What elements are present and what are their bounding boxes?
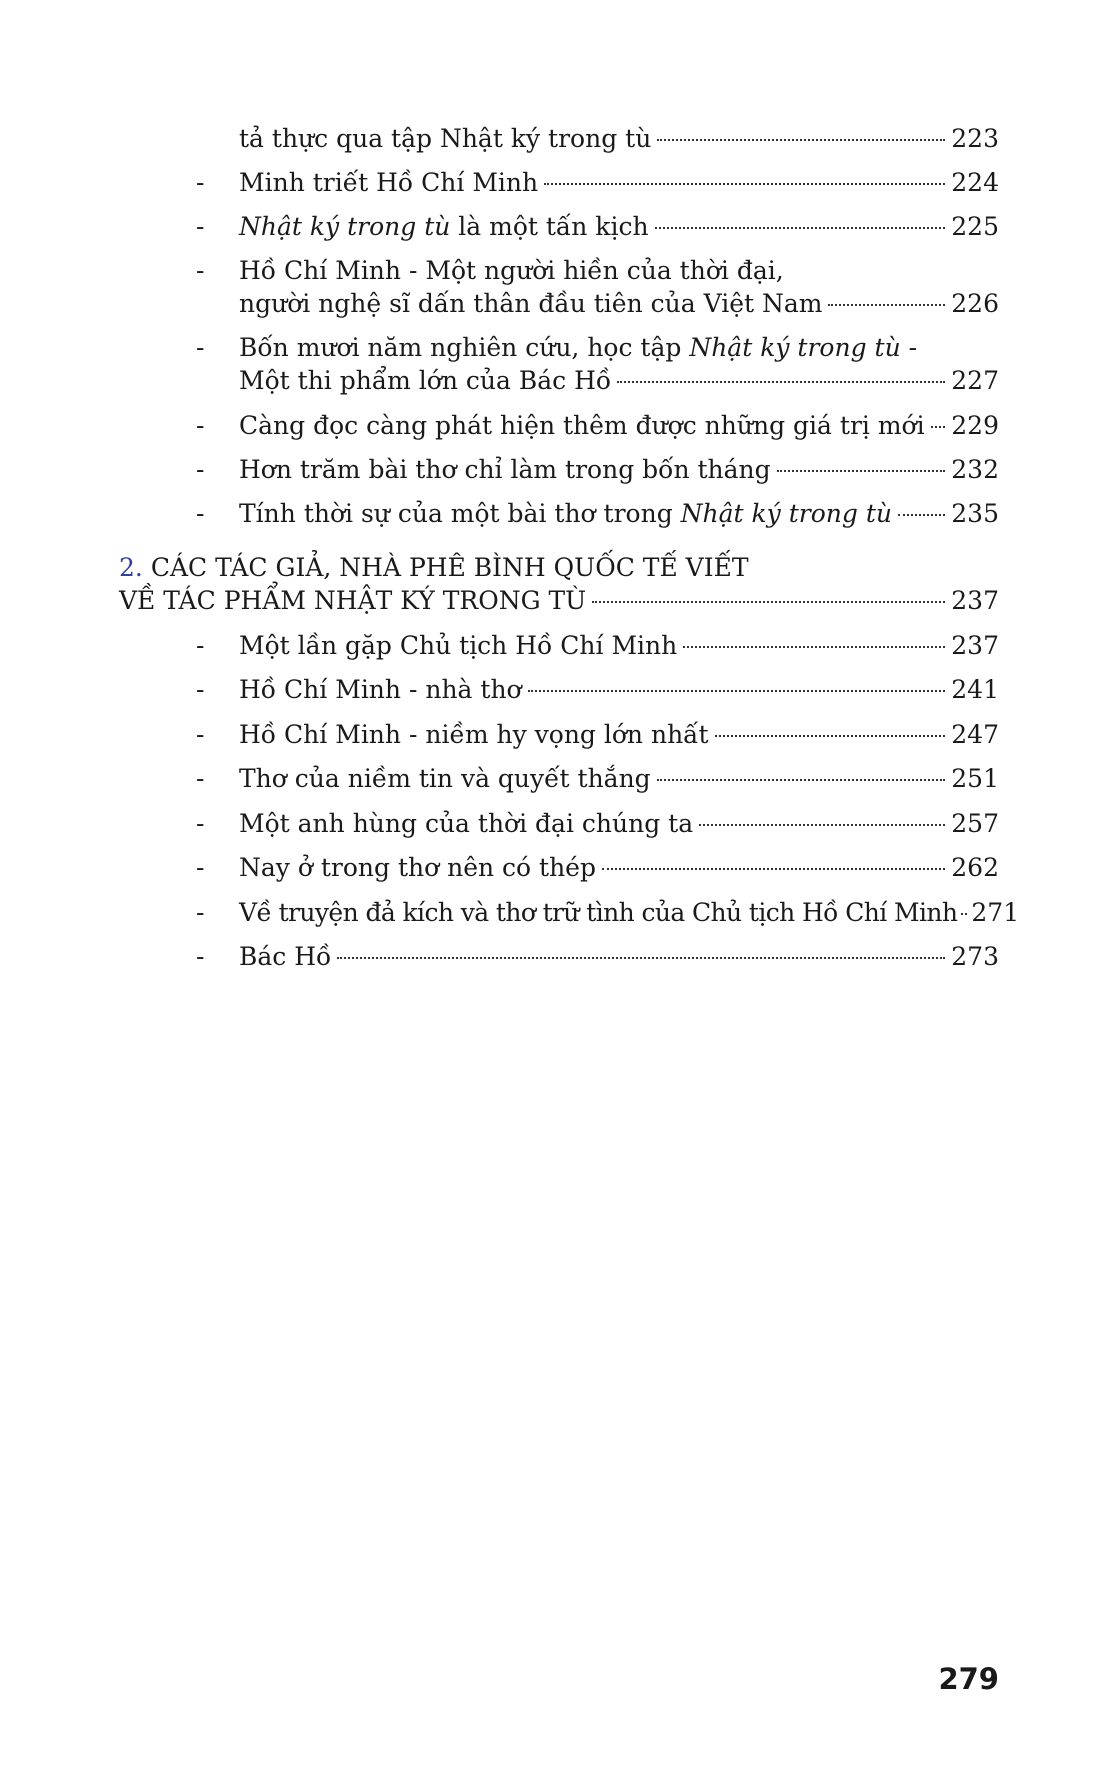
bullet-dash: - bbox=[196, 455, 205, 484]
entry-page: 262 bbox=[951, 853, 999, 882]
entry-page: 271 bbox=[971, 898, 1020, 927]
entry-title-rest: là một tấn kịch bbox=[450, 212, 649, 241]
bullet-dash: - bbox=[196, 853, 205, 882]
entry-title-line2: Một thi phẩm lớn của Bác Hồ bbox=[239, 366, 612, 395]
entry-title: Về truyện đả kích và thơ trữ tình của Chủ tịch Hồ Chí Minh bbox=[239, 898, 958, 927]
bullet-dash: - bbox=[196, 499, 205, 528]
dot-leader bbox=[683, 646, 945, 648]
entry-title: Hơn trăm bài thơ chỉ làm trong bốn tháng bbox=[239, 455, 771, 484]
dot-leader bbox=[931, 426, 946, 428]
entry-title: Hồ Chí Minh - niềm hy vọng lớn nhất bbox=[239, 720, 709, 749]
entry-page: 227 bbox=[951, 366, 999, 395]
entry-page: 247 bbox=[951, 720, 999, 749]
dot-leader bbox=[715, 735, 946, 737]
entry-page: 237 bbox=[951, 631, 999, 660]
section-page: 237 bbox=[951, 586, 999, 615]
entry-page: 229 bbox=[951, 411, 999, 440]
section-number: 2. bbox=[119, 553, 143, 582]
dot-leader bbox=[655, 227, 946, 229]
entry-title: Một lần gặp Chủ tịch Hồ Chí Minh bbox=[239, 631, 678, 660]
entry-title-part: - bbox=[900, 333, 918, 362]
bullet-dash: - bbox=[196, 720, 205, 749]
entry-title-line1: Hồ Chí Minh - Một người hiền của thời đại, bbox=[239, 256, 784, 285]
dot-leader bbox=[337, 957, 945, 959]
section-title-line1 bbox=[119, 551, 749, 584]
bullet-dash: - bbox=[196, 256, 205, 285]
dot-leader bbox=[898, 514, 945, 516]
entry-page: 251 bbox=[951, 764, 999, 793]
bullet-dash: - bbox=[196, 809, 205, 838]
entry-title bbox=[239, 210, 649, 243]
bullet-dash: - bbox=[196, 675, 205, 704]
dot-leader bbox=[961, 913, 967, 915]
bullet-dash: - bbox=[196, 942, 205, 971]
entry-title: tả thực qua tập Nhật ký trong tù bbox=[239, 124, 652, 153]
entry-title: Một anh hùng của thời đại chúng ta bbox=[239, 809, 694, 838]
dot-leader bbox=[528, 690, 946, 692]
entry-page: 257 bbox=[951, 809, 999, 838]
entry-page: 235 bbox=[951, 499, 999, 528]
entry-page: 241 bbox=[951, 675, 999, 704]
entry-title-italic: Nhật ký trong tù bbox=[239, 212, 451, 241]
dot-leader bbox=[592, 601, 945, 603]
bullet-dash: - bbox=[196, 411, 205, 440]
entry-title: Thơ của niềm tin và quyết thắng bbox=[239, 764, 651, 793]
entry-page: 225 bbox=[951, 212, 999, 241]
bullet-dash: - bbox=[196, 631, 205, 660]
dot-leader bbox=[544, 183, 945, 185]
entry-title: Minh triết Hồ Chí Minh bbox=[239, 168, 539, 197]
entry-title: Càng đọc càng phát hiện thêm được những giá trị mới bbox=[239, 411, 925, 440]
entry-title: Nay ở trong thơ nên có thép bbox=[239, 853, 596, 882]
entry-page: 232 bbox=[951, 455, 999, 484]
entry-title-italic: Nhật ký trong tù bbox=[680, 499, 892, 528]
bullet-dash: - bbox=[196, 212, 205, 241]
entry-page: 223 bbox=[951, 124, 999, 153]
dot-leader bbox=[602, 868, 945, 870]
entry-title-part: Tính thời sự của một bài thơ trong bbox=[239, 499, 681, 528]
entry-title-line2: người nghệ sĩ dấn thân đầu tiên của Việt Nam bbox=[239, 289, 823, 318]
entry-title-line1 bbox=[239, 331, 917, 364]
entry-title-part: Bốn mươi năm nghiên cứu, học tập bbox=[239, 333, 690, 362]
dot-leader bbox=[657, 139, 945, 141]
dot-leader bbox=[777, 470, 946, 472]
entry-page: 273 bbox=[951, 942, 999, 971]
entry-page: 224 bbox=[951, 168, 999, 197]
bullet-dash: - bbox=[196, 764, 205, 793]
bullet-dash: - bbox=[196, 333, 205, 362]
section-title-part: CÁC TÁC GIẢ, NHÀ PHÊ BÌNH QUỐC TẾ VIẾT bbox=[150, 553, 749, 582]
entry-title-italic: Nhật ký trong tù bbox=[689, 333, 901, 362]
dot-leader bbox=[828, 304, 945, 306]
entry-title: Hồ Chí Minh - nhà thơ bbox=[239, 675, 522, 704]
entry-title bbox=[239, 497, 892, 530]
bullet-dash: - bbox=[196, 168, 205, 197]
entry-title: Bác Hồ bbox=[239, 942, 332, 971]
entry-page: 226 bbox=[951, 289, 999, 318]
bullet-dash: - bbox=[196, 898, 205, 927]
page-number: 279 bbox=[938, 1662, 999, 1696]
section-title-line2: VỀ TÁC PHẨM NHẬT KÝ TRONG TÙ bbox=[119, 586, 587, 615]
dot-leader bbox=[657, 779, 946, 781]
dot-leader bbox=[617, 381, 945, 383]
dot-leader bbox=[699, 824, 945, 826]
